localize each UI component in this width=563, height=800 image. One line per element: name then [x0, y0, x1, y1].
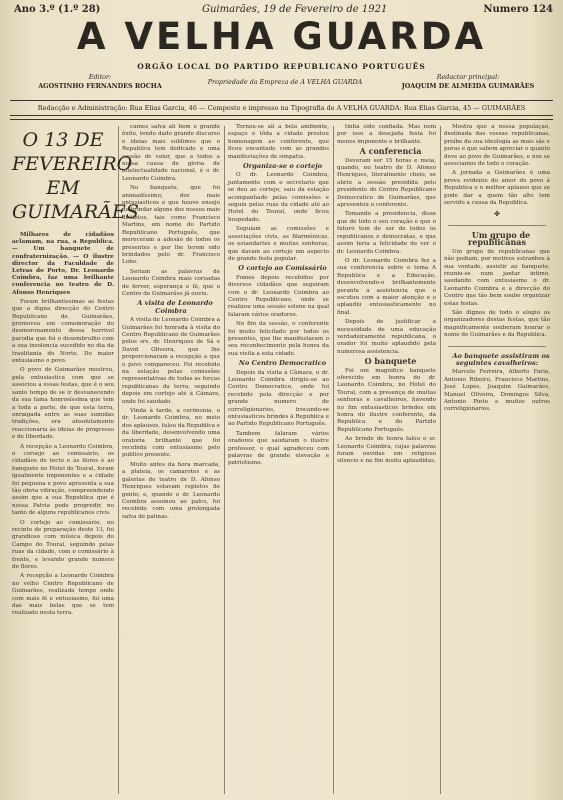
paragraph: São dignos de todo o elogio os organizadores destas festas, que tão magnificamente souberam honrar o nome de Guimarães e da Republica.: [444, 309, 550, 339]
section-heading: A conferencia: [359, 146, 422, 157]
section-heading: Organiza-se o cortejo: [243, 162, 322, 171]
ornament-icon: ✤: [494, 210, 500, 219]
section-heading: O cortejo ao Comissário: [238, 264, 327, 273]
paragraph: Tambem falaram vários oradores que saudaram o ilustre professor, o qual agradeceu com palavras de grande elevação e patriotismo.: [228, 430, 329, 467]
address-line: Redacção e Administração: Rua Elias Garcia, 46 — Composto e impresso na Tipografia de A VELHA GUARDA: Rua Elias Garcia, 45 — GUIMARÃES: [37, 104, 526, 112]
paragraph: Muito antes da hora marcada, a plateia, os camarotes e as galerias do teatro de D. Afonso Henriques estavam repletos de gente; e, quando o dr. Leonardo Coimbra assomou ao palco, foi recebido com uma prolongada salva de palmas.: [122, 461, 220, 520]
date-place: Guimarães, 19 de Fevereiro de 1921: [202, 4, 388, 15]
paragraph: No banquete, que foi animadíssimo, dos mais entusiasticos e que houve ensejo de brindar alguns dos nossos mais distintos, tais como Francisco Martins, em nome do Partido Republicano Português, que mereceram a adesão de todos os presentes e por lhe terem sido brindados pelo dr. Francisco Lobo.: [122, 185, 220, 266]
paragraph: Fomos depois recebidos por diversos cidadãos que seguiram com o dr. Leonardo Coimbra ao Centro Republicano, onde se realizou uma sessão solene na qual falaram vários oradores.: [228, 274, 329, 318]
paragraph: Depois de justificar a necessidade de uma educação verdadeiramente republicana, o orador foi muito aplaudido pela numerosa assistencia.: [337, 319, 436, 355]
paragraph: cumes salva ali bem e grande êxito, tendo dado grande discurso e ideias mais sublimes que o Republica tem dedicado e uma sessão de valor, que a todos a nossa causa de gloria de intelectualidade nacional, é o dr. Leonardo Coimbra.: [122, 124, 220, 182]
column-2: [122, 124, 220, 796]
paragraph: Tornou-se ali a bela ambiente, espaço e tôda a cidade prestou homenagem ao conferente, que ficou encantado com as grandes manifestações de simpatia.: [228, 124, 329, 160]
editor-block: [20, 73, 180, 91]
paragraph: tinha sido confiada. Mas nem por isso a desejada festa foi menos imponente e brilhante.: [337, 124, 436, 145]
editor-name: AGOSTINHO FERNANDES ROCHA: [38, 82, 162, 90]
paragraph: Mostra que a nossa populaçao, destinada das vossas republicanas, proíbe da sua ideologia as mais sãs e puras e que sabem apreciar o quanto deve ao povo de Guimarães, e nos se associamos de todo o coração.: [444, 124, 550, 168]
director-name: JOAQUIM DE ALMEIDA GUIMARÃES: [401, 82, 535, 90]
paragraph: Tomando a presidencia, disse que de todo o seu coração e que o futuro tem de ser de todos os republicanos e democratas, e que assim teria a felicidade de ver o dr. Leonardo Coimbra.: [337, 211, 436, 255]
section-heading: Ao banquete assistiram os seguintes cavalheiros:: [452, 351, 550, 367]
owner-text: Propriedade da Empreza de A VELHA GUARDA: [207, 78, 363, 86]
section-heading: Um grupo de republicanas: [468, 229, 531, 248]
paragraph: A jornada a Guimarães é uma prova evidente do amor do povo à Republica e o melhor aplauso que se pode dar a quem tão alto tem servido a causa da Republica.: [444, 170, 550, 207]
column-5: [444, 124, 550, 796]
column-3: [228, 124, 329, 796]
paragraph: A recepção a Leonardo Coimbra no velho Centro Republicano de Guimarães, realizada tempo onde com mais fé e entusiasmo, foi uma das mais belas que se tem realizado nesta terra.: [12, 573, 114, 617]
paragraph: O dr. Leonardo Coimbra fez a sua conferencia sobre o tema A Republica e a Educação, desenvolvendo-o brilhantemente perante a assistencia que o escutou com a maior atenção e o aplaudiu entusiasticamente no final.: [337, 257, 436, 316]
paragraph: Foi um magnifico banquete oferecido em honra do dr. Leonardo Coimbra, no Hotel do Toural, com a presença de muitas senhoras e cavalheiros, havendo no fim entusiasticos brindes em honra do ilustre conferente, da Republica e do Partido Republicano Português.: [337, 367, 436, 433]
paragraph: Deveram ser 15 horas e meia, quando, no teatro de D. Afonso Henriques, literalmente cheio, se abriu a sessão presidida pelo presidente do Centro Republicano Democratico de Guimarães, que apresentou o conferente.: [337, 157, 436, 209]
header-rule-double: [10, 119, 553, 120]
paragraph: Depois da visita à Câmara, o dr. Leonardo Coimbra dirigiu-se ao Centro Democratico, onde foi recebido pela direcção e por grande numero de correligionarios, trocando-se entusiasticos brindes à Republica e ao Partido Republicano Português.: [228, 369, 329, 428]
paragraph: Seriam as palavras de Leonardo Coimbra mais coroadas de fervor, esperança e fé, que o Centro de Guimarães já ouviu.: [122, 268, 220, 297]
paragraph: Ao brinde de honra falou o sr. Leonardo Coimbra, cujas palavras foram ouvidas em religioso silencio e no fim muito aplaudidas.: [337, 436, 436, 465]
header-rule-bottom: [10, 115, 553, 116]
year-label: Ano 3.º (1.º 28): [14, 4, 101, 15]
column-4: [337, 124, 436, 796]
paragraph: O cortejo ao comissário, no recinto de preparação deste 13, foi grandioso com música depois do Campo do Toural, seguindo pelas ruas da cidade, com o comissário à frente, e levando grande numero de flores.: [12, 519, 114, 571]
director-label: Redactor principal:: [436, 73, 500, 81]
column-rule: [118, 126, 119, 794]
editor-label: Editor:: [88, 73, 112, 81]
section-heading: O banquete: [364, 356, 417, 367]
article-lead: Milhares de cidadãos aclamam, na rua, a Republica. — Um banquete de confraternização. — O ilustre director da Faculdade de Letras do Porto, Dr. Leonardo Coimbra, faz uma brilhante conferencia no teatro de D. Afonso Henriques: [12, 232, 114, 296]
director-block: [388, 73, 548, 91]
section-divider: [448, 346, 546, 347]
paragraph: Um grupo de republicanas que não podiam, por motivos estranhos à sua vontade, assistir ao banquete, reuniu-se num jantar íntimo, saudando com entusiasmo o dr. Leonardo Coimbra e a direcção do Centro que tão bem soube organizar estas festas.: [444, 248, 550, 307]
column-1: [12, 124, 139, 796]
paragraph: Vinda à tarde, a cerimonia, o dr. Leonardo Coimbra, no meio dos aplausos, falou da Republica e da liberdade, desenvolvendo uma oratoria brilhante que foi recebida com entusiasmo pelo publico presente.: [122, 408, 220, 459]
column-rule: [440, 126, 441, 794]
paragraph: Foram brilhantissimas as festas que a digna direcção do Centro Republicano de Guimarães, promoveu em comemoração do desmoronamento dessa horrivel parodia que foi o desembrulho com a sua insolencia sucedido no dia da traulitania do Norte. Do maior entusiasmo o povo.: [12, 298, 114, 365]
paragraph: Marcelo Ferreira, Alberto Faria, Antonio Ribeiro, Francisco Martins, José Lopes, Joaquim Guimarães, Manuel Oliveira, Domingos Silva, Antonio Pinto e muitos outros correligionarios.: [444, 369, 550, 413]
issue-number: Numero 124: [483, 4, 553, 15]
paragraph: A recepção a Leonardo Coimbra, o coroejo ao comissário, os cidadãos de tecto e às flores e ao banquete no Hotel do Toural, foram igualmente imponentes e a cidade foi pequena e povo apresenta a sua tão obvia vibração, compreendendo assim que a sua Republica que é nossa Patria pode progredir, no tanto de alguns republicanos civis.: [12, 443, 114, 517]
masthead-title: A VELHA GUARDA: [76, 15, 487, 58]
section-divider: [448, 225, 546, 226]
paragraph: O povo de Guimarães mostrou, pela entusiastica com que se associou a essas festas, que é o seu santo tempo de se ir desvanecendo da sua fama honrosíssima que tem a toda a parte, de que esta terra, enraigada entre as suas sumidas tradições, era absolutamente reaccionaria às ideias de progresso e de liberdade.: [12, 367, 114, 441]
paragraph: A visita de Leonardo Coimbra a Guimarães foi honrada à visita do Centro Republicano de Guimarães pelos srs. dr. Henriques de Sá e David Oliveira, que lhe proporcionaram a recepção a que o povo compareceu. Foi recebido na estação pelas comissões representativas de todas as forças republicanas da terra, seguindo depois em cortejo até à Câmara, onde foi saudado.: [122, 317, 220, 405]
column-rule: [224, 126, 225, 794]
header-rule-top: [10, 100, 553, 101]
article-title: [12, 128, 139, 224]
article-title-line-1: O 13 DE FEVEREIRO: [12, 129, 133, 175]
section-heading: A visita de Leonardo Coimbra: [137, 299, 213, 315]
masthead-subtitle: ORGÃO LOCAL DO PARTIDO REPUBLICANO PORTUGUÊS: [137, 62, 426, 71]
paragraph: No fim da sessão, o conferente foi muito felicitado por todos os presentes, que lhe manifestaram o seu reconhecimento pela honra da sua visita a esta cidade.: [228, 321, 329, 357]
paragraph: Seguiam as comissões e associações civis, as filarmónicas, os estandartes e muitas senhoras, que davam ao cortejo um aspecto de grande festa popular.: [228, 226, 329, 262]
column-rule: [333, 126, 334, 794]
section-heading: No Centro Democratico: [238, 359, 327, 368]
paragraph: O dr. Leonardo Coimbra, juntamente com o secretario que se deu ao cortejo, saiu da estação acompanhado pelas comissões e seguiu pelas ruas da cidade até ao Hotel do Toural, onde ficou hospedado.: [228, 172, 329, 223]
article-title-line-2: EM GUIMARÃES: [12, 177, 139, 223]
